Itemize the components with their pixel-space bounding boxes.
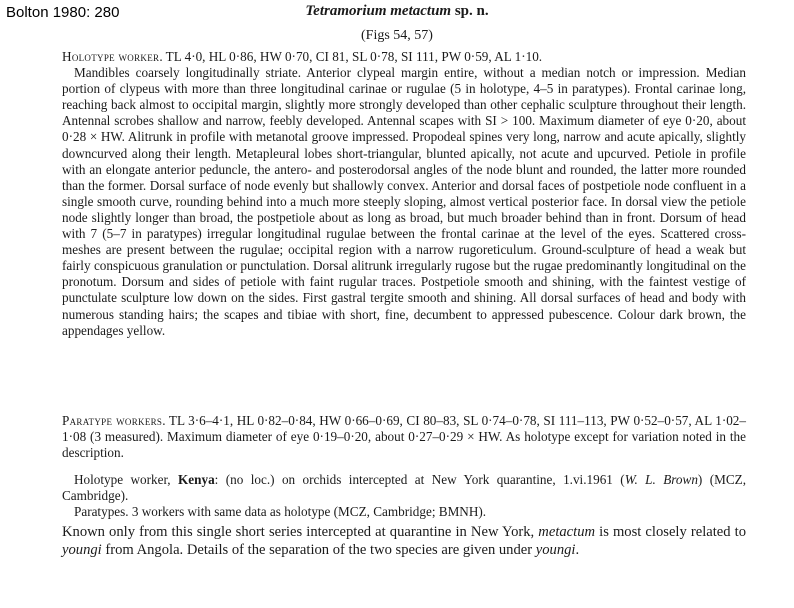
- collector-name: W. L. Brown: [624, 472, 698, 487]
- holotype-material-prefix: Holotype worker,: [74, 472, 179, 487]
- species-ref-youngi: youngi: [62, 541, 102, 558]
- species-title: [0, 3, 794, 20]
- species-ref-metactum: metactum: [538, 524, 596, 540]
- holotype-material-end: ) (MCZ, Cambridge).: [62, 472, 746, 504]
- holotype-section: [62, 49, 746, 339]
- known-text-1: Known only from this single short series intercepted at quarantine in New York,: [62, 524, 539, 540]
- holotype-heading: Holotype worker: [62, 49, 160, 64]
- holotype-material: [62, 472, 746, 504]
- holotype-material-text: : (no loc.) on orchids intercepted at New York quarantine, 1.vi.1961 (: [214, 472, 625, 487]
- paratype-text: . TL 3·6–4·1, HL 0·82–0·84, HW 0·66–0·69, CI 80–83, SL 0·74–0·78, SI 111–113, PW 0·52–0·57, AL 1·02–1·08 (3 measured). Maximum diameter of eye 0·19–0·20, about 0·27–0·29 × HW. As holotype except for variation noted in the description.: [62, 413, 746, 461]
- country-name: Kenya: [178, 472, 215, 487]
- holotype-measurement-values: . TL 4·0, HL 0·86, HW 0·70, CI 81, SL 0·78, SI 111, PW 0·59, AL 1·10.: [159, 49, 543, 64]
- known-text-2: is most closely related to: [595, 524, 746, 540]
- known-paragraph: [62, 524, 746, 559]
- figure-reference: (Figs 54, 57): [361, 28, 433, 43]
- citation-label: Bolton 1980: 280: [6, 4, 120, 21]
- holotype-description: Mandibles coarsely longitudinally striate. Anterior clypeal margin entire, without a median notch or impression. Median portion of clypeus with more than three longitudinal carinae or rugulae (5 in holotype, 4–5 in paratypes). Frontal carinae long, reaching back almost to occipital margin, slightly more strongly developed than other cephalic sculpture throughout their length. Antennal scrobes shallow and narrow, feebly developed. Antennal scapes with SI > 100. Maximum diameter of eye 0·20, about 0·28 × HW. Alitrunk in profile with metanotal groove impressed. Propodeal spines very long, narrow and acute apically, slightly downcurved along their length. Metapleural lobes short-triangular, blunted apically, not acute and upcurved. Petiole in profile with an elongate anterior peduncle, the antero- and posterodorsal angles of the node blunt and rounded, the latter more rounded than the former. Dorsal surface of node evenly but shallowly convex. Anterior and dorsal faces of postpetiole node confluent in a single smooth curve, rounding behind into a much more steeply sloping, almost vertical posterior face. In dorsal view the petiole node slightly longer than broad, the postpetiole about as long as broad, but much broader behind than in front. Dorsum of head with 7 (5–7 in paratypes) irregular longitudinal rugulae between the frontal carinae at the level of the eyes. Scattered cross-meshes are present between the rugulae; occipital region with a narrow rugoreticulum. Ground-sculpture of head a weak but fairly conspicuous granulation or punctulation. Dorsal alitrunk irregularly rugose but the rugae predominantly longitudinal on the pronotum. Dorsum and sides of petiole with faint rugular traces. Postpetiole smooth and shining, with the faintest vestige of punctulate sculpture low down on the sides. First gastral tergite smooth and shining. All dorsal surfaces of head and body with numerous standing hairs; the scapes and tibiae with short, fine, decumbent to appressed pubescence. Colour dark brown, the appendages yellow.: [62, 65, 746, 338]
- species-suffix: sp. n.: [451, 3, 489, 19]
- material-section: [62, 472, 746, 520]
- species-name: Tetramorium metactum: [305, 3, 452, 19]
- paratype-section: [62, 413, 746, 461]
- paratype-heading: Paratype workers: [62, 413, 163, 428]
- paratype-material: Paratypes. 3 workers with same data as holotype (MCZ, Cambridge; BMNH).: [74, 504, 487, 520]
- holotype-measurements: [62, 49, 746, 65]
- paratype-paragraph: [62, 413, 746, 461]
- known-text-4: .: [575, 541, 580, 558]
- known-text-3: from Angola. Details of the separation of the two species are given under: [101, 541, 536, 558]
- species-ref-youngi-2: youngi: [535, 541, 576, 558]
